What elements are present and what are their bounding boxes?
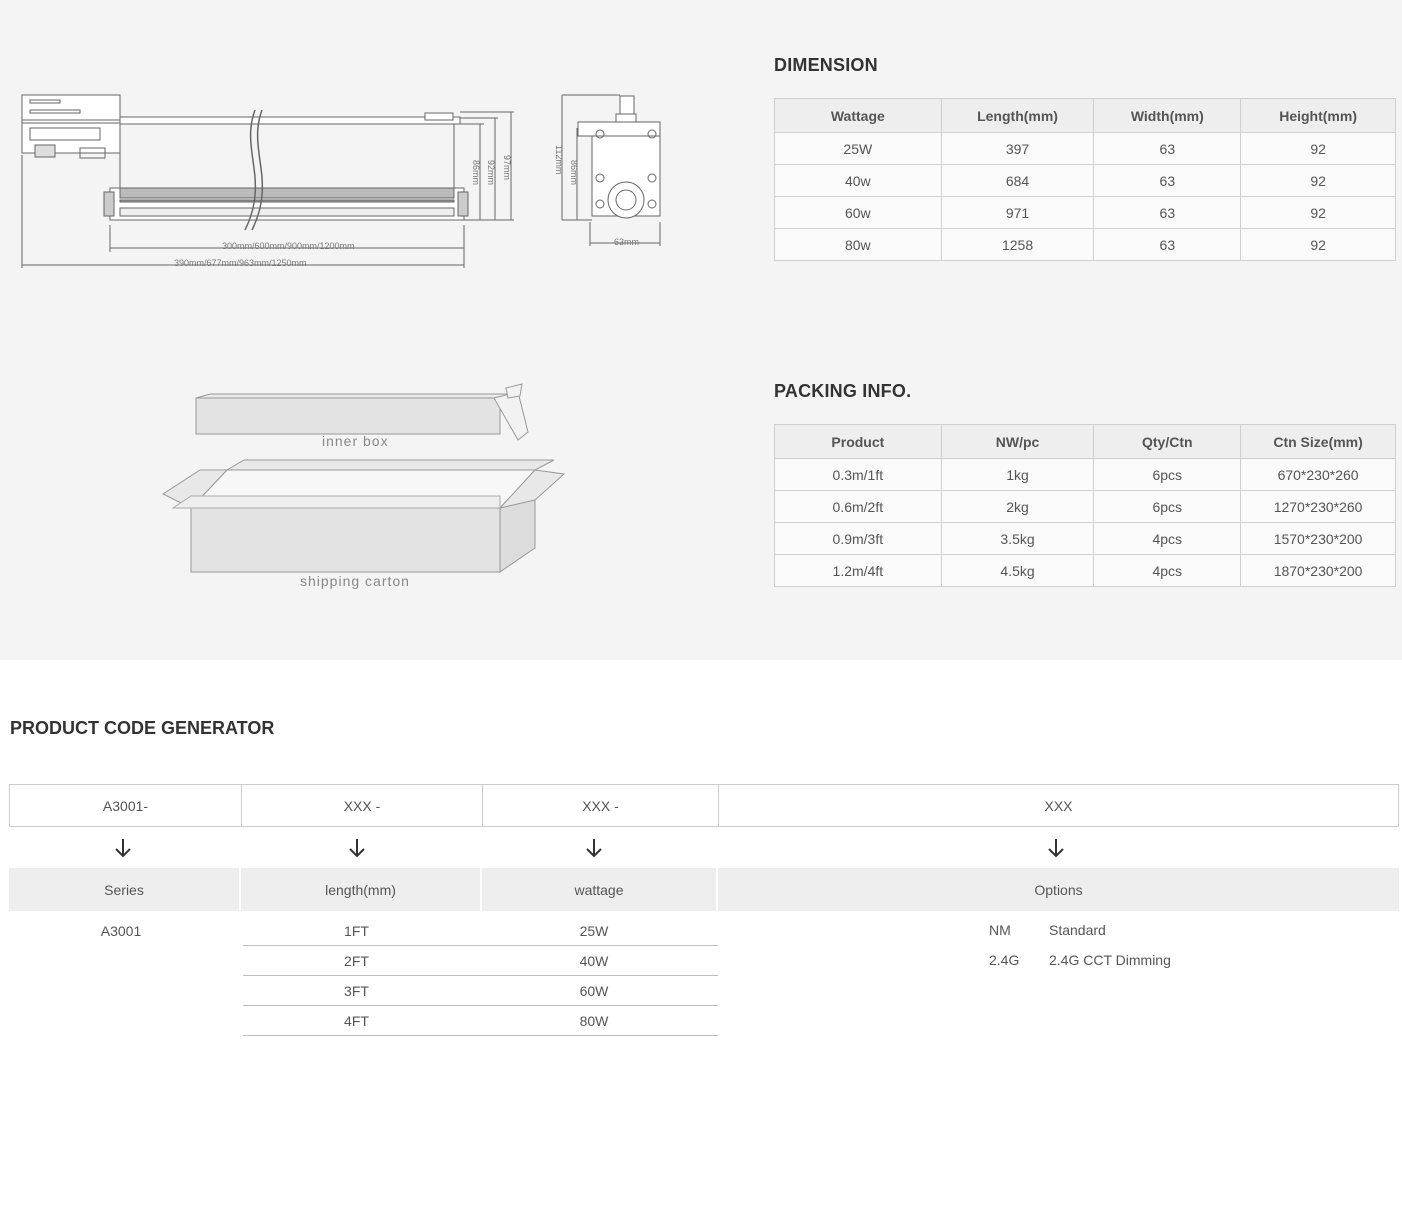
code-part-options: XXX xyxy=(1044,797,1073,814)
inner-box-shape xyxy=(196,398,500,434)
list-item: 1FT xyxy=(243,916,470,946)
option-code: NM xyxy=(989,922,1011,938)
table-cell: 684 xyxy=(941,165,1094,197)
category-series: Series xyxy=(9,868,239,911)
list-item: 4FT xyxy=(243,1006,470,1036)
dim-total-length-label: 390mm/677mm/963mm/1250mm xyxy=(174,258,307,268)
shipping-carton-label: shipping carton xyxy=(300,573,410,589)
series-list xyxy=(9,916,233,946)
list-item: A3001 xyxy=(100,923,142,939)
table-cell: 63 xyxy=(1094,229,1241,261)
code-row xyxy=(9,784,1399,827)
table-row xyxy=(775,197,1396,229)
table-cell: 971 xyxy=(941,197,1094,229)
dim-112-label: 112mm xyxy=(554,145,564,175)
dimension-header-cell: Height(mm) xyxy=(1241,99,1396,133)
table-cell: 397 xyxy=(941,133,1094,165)
product-drawing-svg xyxy=(0,0,760,589)
category-length: length(mm) xyxy=(241,868,480,911)
table-cell: 92 xyxy=(1241,229,1396,261)
code-part-series: A3001- xyxy=(10,785,242,826)
list-item: 80W xyxy=(470,1006,718,1036)
length-list xyxy=(243,916,470,1036)
list-item: 3FT xyxy=(243,976,470,1006)
table-row xyxy=(775,165,1396,197)
packing-header-cell: Qty/Ctn xyxy=(1094,425,1241,459)
dimension-header-cell: Width(mm) xyxy=(1094,99,1241,133)
table-cell: 0.9m/3ft xyxy=(775,523,942,555)
table-cell: 92 xyxy=(1241,165,1396,197)
table-row xyxy=(775,523,1396,555)
table-cell: 0.3m/1ft xyxy=(775,459,942,491)
table-cell: 80w xyxy=(775,229,942,261)
table-cell: 4pcs xyxy=(1094,555,1241,587)
table-cell: 1258 xyxy=(941,229,1094,261)
table-row xyxy=(775,133,1396,165)
table-cell: 1570*230*200 xyxy=(1241,523,1396,555)
dim-86-side-label: 86mm xyxy=(569,160,579,186)
code-part-length: XXX - xyxy=(242,785,483,826)
option-code: 2.4G xyxy=(989,952,1020,968)
code-part-wattage: XXX - xyxy=(483,785,719,826)
dimension-table xyxy=(774,98,1396,261)
dim-86-label: 86mm xyxy=(471,160,481,186)
table-cell: 4.5kg xyxy=(941,555,1094,587)
list-item: 2FT xyxy=(243,946,470,976)
packing-header-cell: Product xyxy=(775,425,942,459)
table-cell: 63 xyxy=(1094,197,1241,229)
category-options: Options xyxy=(718,868,1399,911)
dimension-title: DIMENSION xyxy=(774,55,878,75)
table-cell: 6pcs xyxy=(1094,491,1241,523)
table-row xyxy=(775,491,1396,523)
dimension-header-cell: Length(mm) xyxy=(941,99,1094,133)
list-item: 25W xyxy=(470,916,718,946)
table-cell: 0.6m/2ft xyxy=(775,491,942,523)
dim-inner-length-label: 300mm/600mm/900mm/1200mm xyxy=(222,241,355,251)
category-row xyxy=(9,868,1399,911)
table-cell: 3.5kg xyxy=(941,523,1094,555)
table-cell: 1kg xyxy=(941,459,1094,491)
table-row xyxy=(775,459,1396,491)
table-cell: 1.2m/4ft xyxy=(775,555,942,587)
inner-box-label: inner box xyxy=(322,433,389,449)
technical-drawing xyxy=(0,0,760,589)
arrow-down-icon xyxy=(584,836,604,860)
dimension-header-row xyxy=(775,99,1396,133)
table-cell: 6pcs xyxy=(1094,459,1241,491)
shipping-carton-shape xyxy=(191,508,500,572)
list-item: 60W xyxy=(470,976,718,1006)
table-cell: 1270*230*260 xyxy=(1241,491,1396,523)
option-description: Standard xyxy=(1049,922,1106,938)
table-cell: 4pcs xyxy=(1094,523,1241,555)
table-cell: 60w xyxy=(775,197,942,229)
category-wattage: wattage xyxy=(482,868,716,911)
packing-title: PACKING INFO. xyxy=(774,381,912,401)
dim-63-label: 63mm xyxy=(614,237,640,247)
table-cell: 63 xyxy=(1094,133,1241,165)
table-cell: 92 xyxy=(1241,197,1396,229)
packing-header-row xyxy=(775,425,1396,459)
option-description: 2.4G CCT Dimming xyxy=(1049,952,1171,968)
arrow-down-icon xyxy=(113,836,133,860)
table-row xyxy=(775,229,1396,261)
table-cell: 63 xyxy=(1094,165,1241,197)
table-cell: 670*230*260 xyxy=(1241,459,1396,491)
wattage-list xyxy=(470,916,718,1036)
table-row xyxy=(775,555,1396,587)
dim-92-label: 92mm xyxy=(486,160,496,186)
dim-97-label: 97mm xyxy=(502,155,512,181)
packing-header-cell: NW/pc xyxy=(941,425,1094,459)
packing-table xyxy=(774,424,1396,587)
table-cell: 25W xyxy=(775,133,942,165)
track-adapter-shape xyxy=(22,95,120,153)
table-cell: 1870*230*200 xyxy=(1241,555,1396,587)
list-item: 40W xyxy=(470,946,718,976)
table-cell: 40w xyxy=(775,165,942,197)
arrow-down-icon xyxy=(1046,836,1066,860)
product-code-generator-title: PRODUCT CODE GENERATOR xyxy=(10,718,275,738)
dimension-header-cell: Wattage xyxy=(775,99,942,133)
table-cell: 2kg xyxy=(941,491,1094,523)
table-cell: 92 xyxy=(1241,133,1396,165)
arrow-down-icon xyxy=(347,836,367,860)
packing-header-cell: Ctn Size(mm) xyxy=(1241,425,1396,459)
